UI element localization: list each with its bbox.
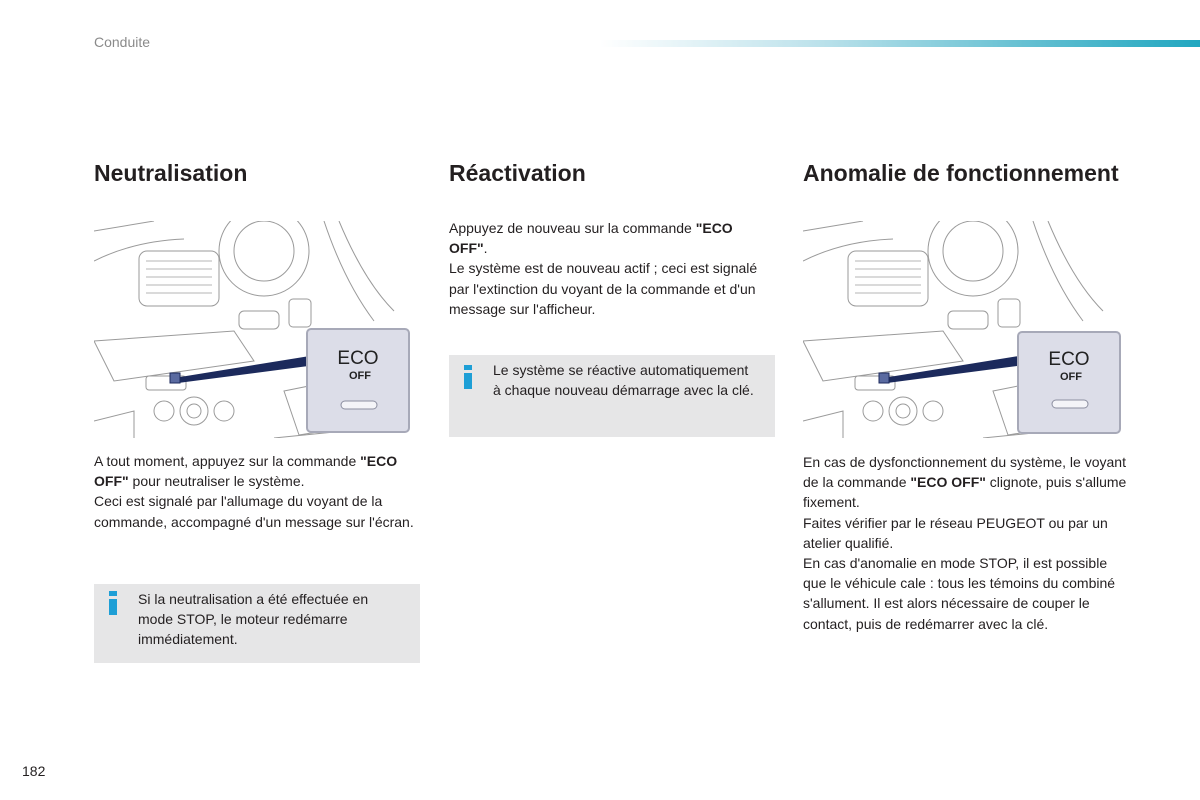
info-note-neutralisation [94,584,420,663]
heading-anomalie: Anomalie de fonctionnement [803,160,1119,186]
page-number: 182 [22,763,46,779]
dashboard-illustration [94,221,420,438]
body-anomalie [803,452,1129,634]
header-section-label: Conduite [94,34,151,50]
eco-label: ECO [1048,349,1090,370]
eco-label: ECO [337,348,379,369]
note-text: Si la neutralisation a été effectuée en mode STOP, le moteur redémarre immédiatement. [138,591,369,648]
text-run: A tout moment, appuyez sur la commande [94,453,361,469]
text-run: Ceci est signalé par l'allumage du voyant de la commande, accompagné d'un message sur l'écran. [94,493,414,530]
body-paragraph [449,258,775,319]
figure-dashboard-eco-off-1 [94,221,420,438]
dashboard-illustration [803,221,1129,438]
info-note-reactivation [449,355,775,437]
heading-neutralisation: Neutralisation [94,160,248,186]
text-run: Appuyez de nouveau sur la commande [449,220,696,236]
bold-command-text: "ECO OFF" [94,453,398,490]
figure-dashboard-eco-off-2 [803,221,1129,438]
eco-off-button-panel [307,329,409,432]
bold-command-text: "ECO OFF" [449,220,733,257]
note-text: Le système se réactive automatiquement à chaque nouveau démarrage avec la clé. [493,362,754,399]
text-run: En cas d'anomalie en mode STOP, il est possible que le véhicule cale : tous les témoins du combiné s'allument. Il est alors nécessaire de couper le contact, puis de redémarrer avec la clé. [803,555,1116,632]
header-accent-bar [600,40,1200,47]
body-paragraph [803,513,1129,553]
text-run: . [483,240,488,257]
body-paragraph [803,553,1129,634]
text-run: pour neutraliser le système. [128,473,305,490]
body-neutralisation [94,451,420,532]
body-paragraph [94,491,420,531]
body-reactivation [449,218,775,319]
heading-reactivation: Réactivation [449,160,586,186]
eco-off-button-panel [1018,332,1120,433]
off-label: OFF [349,370,371,382]
body-paragraph [94,451,420,491]
text-run: Le système est de nouveau actif ; ceci est signalé par l'extinction du voyant de la commande et d'un message sur l'afficheur. [449,260,758,317]
text-run: Faites vérifier par le réseau PEUGEOT ou par un atelier qualifié. [803,514,1108,551]
bold-command-text: "ECO OFF" [910,474,986,491]
off-label: OFF [1060,371,1082,383]
text-run: clignote, puis s'allume fixement. [803,474,1127,511]
body-paragraph [449,218,775,258]
body-paragraph [803,452,1129,513]
text-run: En cas de dysfonctionnement du système, le voyant de la commande [803,454,1126,491]
